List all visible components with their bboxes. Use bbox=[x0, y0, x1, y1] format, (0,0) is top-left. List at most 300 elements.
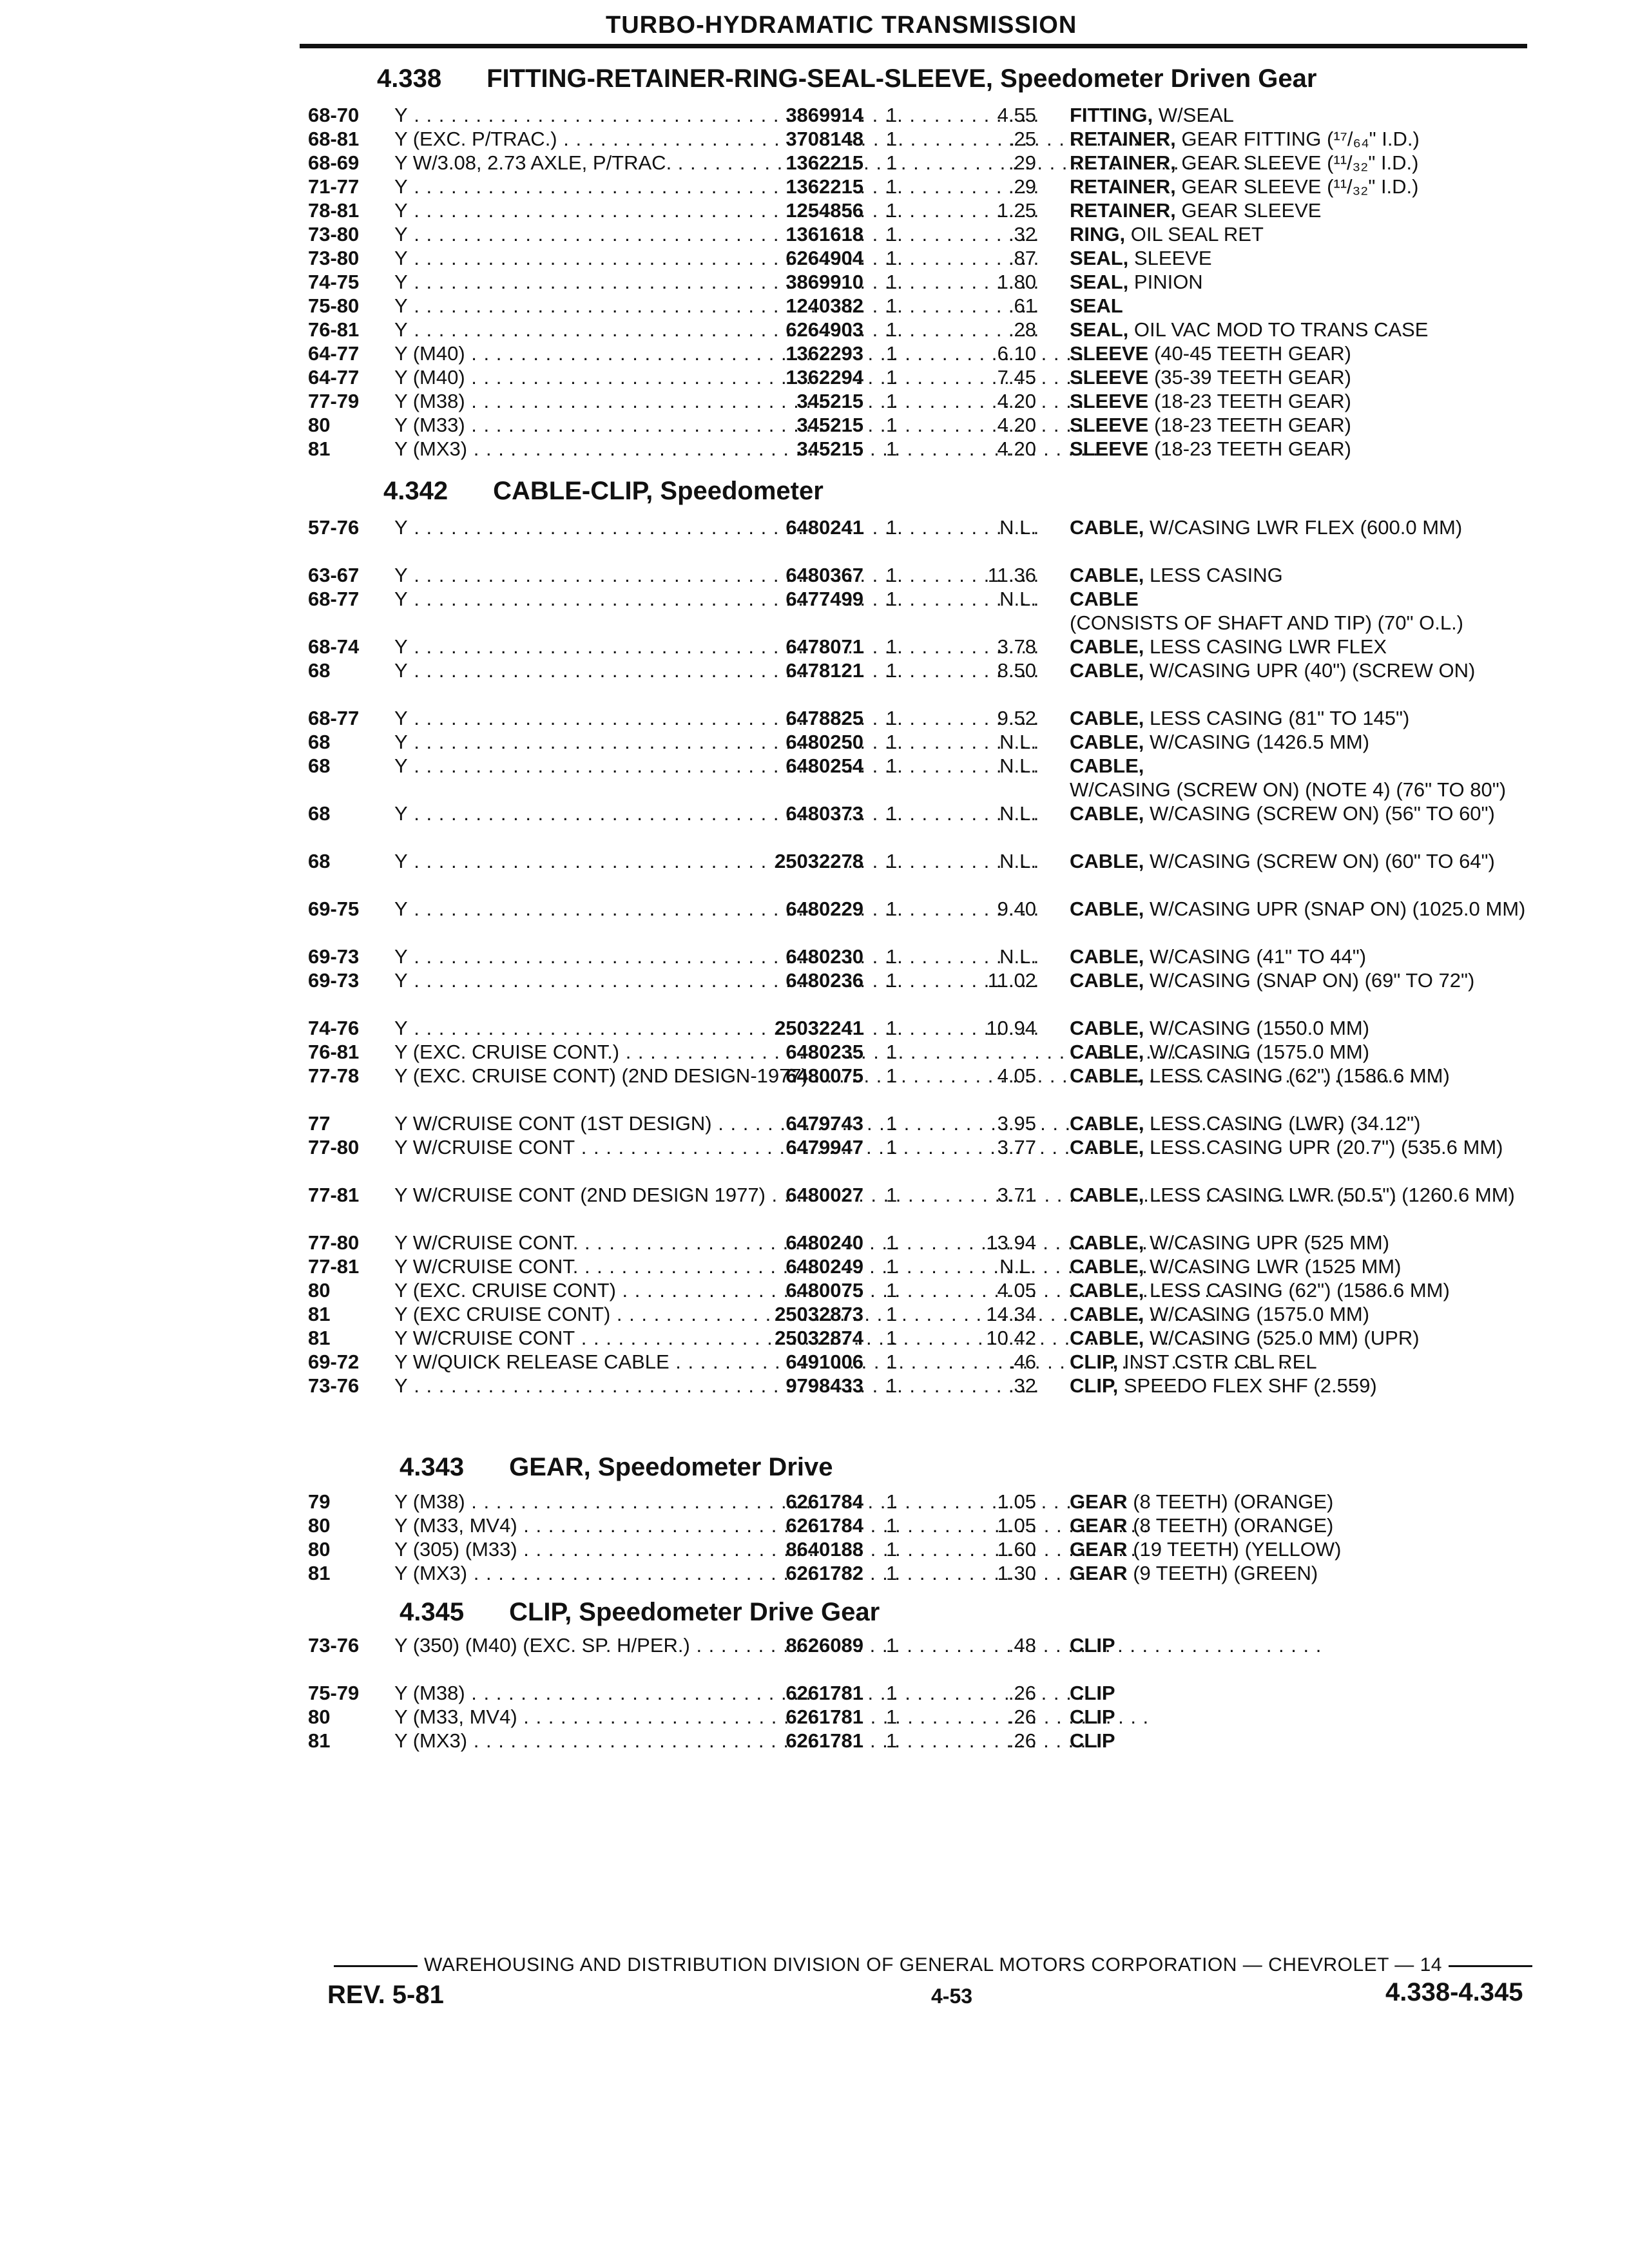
part-name: CABLE, bbox=[1070, 731, 1144, 753]
part-name: CABLE, bbox=[1070, 1231, 1144, 1254]
section-number: 4.343 bbox=[400, 1453, 465, 1481]
quantity: 1 bbox=[886, 1255, 898, 1278]
part-name: SLEEVE bbox=[1070, 390, 1149, 412]
part-description bbox=[1070, 1326, 1534, 1350]
section-number: 4.345 bbox=[400, 1598, 465, 1626]
part-detail: PINION bbox=[1128, 271, 1203, 293]
price: .48 bbox=[1008, 1634, 1036, 1657]
model-years: 64-77 bbox=[308, 366, 360, 389]
application: Y . . . bbox=[394, 945, 749, 968]
part-detail: LESS CASING (LWR) (34.12") bbox=[1144, 1112, 1421, 1135]
part-number: 6480373 bbox=[786, 802, 863, 825]
part-description bbox=[1070, 945, 1534, 968]
revision-label: REV. 5-81 bbox=[327, 1981, 444, 2009]
part-number: 6480230 bbox=[786, 945, 863, 968]
price: 4.20 bbox=[997, 390, 1036, 412]
quantity: 1 bbox=[886, 1706, 898, 1728]
part-name: CABLE, bbox=[1070, 707, 1144, 729]
quantity: 1 bbox=[886, 731, 898, 753]
part-number: 6261781 bbox=[786, 1706, 863, 1728]
part-number: 6480027 bbox=[786, 1184, 863, 1206]
part-number: 6480250 bbox=[786, 731, 863, 753]
application: Y . . . bbox=[394, 706, 749, 730]
part-description bbox=[1070, 222, 1534, 246]
part-number: 6480236 bbox=[786, 969, 863, 992]
part-name: FITTING, bbox=[1070, 104, 1153, 126]
part-name: CABLE bbox=[1070, 588, 1139, 610]
part-name: SLEEVE bbox=[1070, 414, 1149, 436]
quantity: 1 bbox=[886, 1231, 898, 1254]
part-description bbox=[1070, 563, 1534, 587]
part-name: CABLE, bbox=[1070, 1017, 1144, 1039]
price: 10.94 bbox=[986, 1017, 1036, 1039]
application: Y W/CRUISE CONT. . . . bbox=[394, 1231, 749, 1254]
page-number: 4-53 bbox=[931, 1984, 973, 2008]
part-detail: W/CASING UPR (525 MM) bbox=[1144, 1231, 1390, 1254]
application: Y W/CRUISE CONT (1ST DESIGN) . . . bbox=[394, 1111, 749, 1135]
quantity: 1 bbox=[886, 969, 898, 992]
part-name: CABLE, bbox=[1070, 1279, 1144, 1302]
part-detail: W/CASING (SCREW ON) (56" TO 60") bbox=[1144, 802, 1495, 825]
part-detail: W/CASING (1550.0 MM) bbox=[1144, 1017, 1370, 1039]
quantity: 1 bbox=[886, 1350, 898, 1373]
part-number: 6478825 bbox=[786, 707, 863, 729]
quantity: 1 bbox=[886, 945, 898, 968]
quantity: 1 bbox=[886, 898, 898, 920]
quantity: 1 bbox=[886, 437, 898, 460]
part-detail: (18-23 TEETH GEAR) bbox=[1148, 390, 1352, 412]
part-name: SEAL, bbox=[1070, 247, 1129, 269]
part-description bbox=[1070, 1633, 1534, 1657]
part-description bbox=[1070, 151, 1534, 175]
part-name: SLEEVE bbox=[1070, 437, 1149, 460]
price: .32 bbox=[1008, 1374, 1036, 1397]
price: N.L. bbox=[999, 516, 1036, 539]
quantity: 1 bbox=[886, 414, 898, 436]
application: Y . . . bbox=[394, 294, 749, 318]
model-years: 64-77 bbox=[308, 342, 360, 365]
price: 4.05 bbox=[997, 1279, 1036, 1302]
part-name: CLIP bbox=[1070, 1634, 1115, 1657]
price: 3.77 bbox=[997, 1136, 1036, 1158]
part-number: 1362215 bbox=[786, 151, 863, 174]
part-number: 6264903 bbox=[786, 318, 863, 341]
model-years: 77-81 bbox=[308, 1184, 360, 1206]
model-years: 68 bbox=[308, 802, 331, 825]
part-name: CABLE, bbox=[1070, 1041, 1144, 1063]
price: .29 bbox=[1008, 175, 1036, 198]
model-years: 80 bbox=[308, 1279, 331, 1302]
model-years: 81 bbox=[308, 1729, 331, 1752]
part-detail: W/CASING LWR (1525 MM) bbox=[1144, 1255, 1402, 1278]
quantity: 1 bbox=[886, 366, 898, 389]
part-number: 6480240 bbox=[786, 1231, 863, 1254]
part-description bbox=[1070, 413, 1534, 437]
part-number: 345215 bbox=[796, 414, 863, 436]
price: 1.80 bbox=[997, 271, 1036, 293]
model-years: 73-80 bbox=[308, 223, 360, 245]
application: Y W/CRUISE CONT. . . . bbox=[394, 1254, 749, 1278]
part-description bbox=[1070, 515, 1534, 539]
part-description bbox=[1070, 849, 1534, 873]
part-description bbox=[1070, 1350, 1534, 1374]
part-detail: (18-23 TEETH GEAR) bbox=[1148, 414, 1352, 436]
part-detail: GEAR SLEEVE (¹¹/₃₂" I.D.) bbox=[1175, 175, 1419, 198]
application: Y (M33, MV4) . . . bbox=[394, 1705, 749, 1729]
quantity: 1 bbox=[886, 223, 898, 245]
part-detail: OIL VAC MOD TO TRANS CASE bbox=[1128, 318, 1429, 341]
part-number: 6480254 bbox=[786, 754, 863, 777]
application: Y (MX3) . . . bbox=[394, 1561, 749, 1585]
part-number: 25032278 bbox=[775, 850, 863, 872]
part-name: SEAL, bbox=[1070, 271, 1129, 293]
model-years: 78-81 bbox=[308, 199, 360, 222]
model-years: 68-69 bbox=[308, 151, 360, 174]
part-name: CLIP, bbox=[1070, 1350, 1119, 1373]
model-years: 69-72 bbox=[308, 1350, 360, 1373]
application: Y (350) (M40) (EXC. SP. H/PER.) . . . bbox=[394, 1633, 749, 1657]
application: Y W/CRUISE CONT . . . bbox=[394, 1135, 749, 1159]
quantity: 1 bbox=[886, 1562, 898, 1584]
application: Y (EXC. CRUISE CONT.) . . . bbox=[394, 1040, 749, 1064]
quantity: 1 bbox=[886, 175, 898, 198]
part-description bbox=[1070, 1040, 1534, 1064]
model-years: 74-76 bbox=[308, 1017, 360, 1039]
price: 1.05 bbox=[997, 1514, 1036, 1537]
part-description bbox=[1070, 730, 1534, 754]
part-detail: LESS CASING UPR (20.7") (535.6 MM) bbox=[1144, 1136, 1503, 1158]
price: N.L. bbox=[999, 731, 1036, 753]
model-years: 80 bbox=[308, 414, 331, 436]
part-name: SLEEVE bbox=[1070, 342, 1149, 365]
part-detail: W/CASING (1575.0 MM) bbox=[1144, 1303, 1370, 1325]
price: .28 bbox=[1008, 318, 1036, 341]
price: N.L. bbox=[999, 1255, 1036, 1278]
application: Y . . . bbox=[394, 270, 749, 294]
application: Y (M40) . . . bbox=[394, 341, 749, 365]
part-detail: (19 TEETH) (YELLOW) bbox=[1127, 1538, 1342, 1561]
quantity: 1 bbox=[886, 199, 898, 222]
part-number: 1254856 bbox=[786, 199, 863, 222]
application: Y . . . bbox=[394, 246, 749, 270]
part-detail: W/CASING (SCREW ON) (NOTE 4) (76" TO 80") bbox=[1070, 778, 1507, 801]
part-number: 8640188 bbox=[786, 1538, 863, 1561]
application: Y (EXC. CRUISE CONT) . . . bbox=[394, 1278, 749, 1302]
part-description bbox=[1070, 1705, 1534, 1729]
quantity: 1 bbox=[886, 104, 898, 126]
quantity: 1 bbox=[886, 1538, 898, 1561]
footer-line bbox=[327, 1954, 1552, 1976]
model-years: 68-81 bbox=[308, 128, 360, 150]
section-range: 4.338-4.345 bbox=[1385, 1978, 1523, 2006]
section-title: GEAR, Speedometer Drive bbox=[509, 1453, 833, 1481]
model-years: 81 bbox=[308, 1327, 331, 1349]
application: Y (M38) . . . bbox=[394, 1490, 749, 1514]
part-number: 9798433 bbox=[786, 1374, 863, 1397]
application: Y W/3.08, 2.73 AXLE, P/TRAC. . . . bbox=[394, 151, 749, 175]
quantity: 1 bbox=[886, 342, 898, 365]
price: 11.02 bbox=[987, 969, 1036, 992]
part-description bbox=[1070, 587, 1534, 635]
model-years: 68 bbox=[308, 659, 331, 682]
application: Y (M38) . . . bbox=[394, 389, 749, 413]
model-years: 69-75 bbox=[308, 898, 360, 920]
quantity: 1 bbox=[886, 1279, 898, 1302]
quantity: 1 bbox=[886, 1634, 898, 1657]
part-number: 3708148 bbox=[786, 128, 863, 150]
price: .26 bbox=[1008, 1706, 1036, 1728]
part-number: 6479743 bbox=[786, 1112, 863, 1135]
model-years: 68-77 bbox=[308, 588, 360, 610]
price: .87 bbox=[1008, 247, 1036, 269]
model-years: 80 bbox=[308, 1538, 331, 1561]
part-detail: W/CASING (1575.0 MM) bbox=[1144, 1041, 1370, 1063]
part-description bbox=[1070, 1183, 1534, 1207]
application: Y (M40) . . . bbox=[394, 365, 749, 389]
application: Y W/QUICK RELEASE CABLE . . . bbox=[394, 1350, 749, 1374]
price: N.L. bbox=[999, 802, 1036, 825]
price: .29 bbox=[1008, 151, 1036, 174]
price: 3.71 bbox=[997, 1184, 1036, 1206]
price: N.L. bbox=[999, 588, 1036, 610]
section-heading bbox=[377, 64, 1316, 93]
quantity: 1 bbox=[886, 151, 898, 174]
part-detail: W/CASING UPR (40") (SCREW ON) bbox=[1144, 659, 1476, 682]
part-name: RETAINER, bbox=[1070, 175, 1176, 198]
part-number: 25032874 bbox=[775, 1327, 863, 1349]
part-description bbox=[1070, 365, 1534, 389]
part-detail: (8 TEETH) (ORANGE) bbox=[1127, 1490, 1334, 1513]
price: 7.45 bbox=[997, 366, 1036, 389]
part-description bbox=[1070, 1681, 1534, 1705]
model-years: 76-81 bbox=[308, 318, 360, 341]
part-description bbox=[1070, 706, 1534, 730]
model-years: 80 bbox=[308, 1706, 331, 1728]
part-detail: GEAR SLEEVE bbox=[1175, 199, 1322, 222]
part-name: CLIP bbox=[1070, 1729, 1115, 1752]
part-detail: W/CASING UPR (SNAP ON) (1025.0 MM) bbox=[1144, 898, 1526, 920]
header-rule bbox=[300, 44, 1527, 48]
price: 4.05 bbox=[997, 1064, 1036, 1087]
application: Y . . . bbox=[394, 103, 749, 127]
part-number: 3869910 bbox=[786, 271, 863, 293]
footer-text: WAREHOUSING AND DISTRIBUTION DIVISION OF GENERAL MOTORS CORPORATION — CHEVROLET — 14 bbox=[424, 1954, 1442, 1975]
quantity: 1 bbox=[886, 1327, 898, 1349]
price: 14.34 bbox=[986, 1303, 1036, 1325]
part-name: RING, bbox=[1070, 223, 1126, 245]
part-name: CABLE, bbox=[1070, 945, 1144, 968]
part-number: 6480367 bbox=[786, 564, 863, 586]
model-years: 68 bbox=[308, 850, 331, 872]
part-name: CABLE, bbox=[1070, 659, 1144, 682]
part-name: CABLE, bbox=[1070, 635, 1144, 658]
part-detail: LESS CASING bbox=[1144, 564, 1283, 586]
part-detail: W/CASING (SCREW ON) (60" TO 64") bbox=[1144, 850, 1495, 872]
model-years: 74-75 bbox=[308, 271, 360, 293]
price: 4.55 bbox=[997, 104, 1036, 126]
price: 1.30 bbox=[997, 1562, 1036, 1584]
application: Y . . . bbox=[394, 849, 749, 873]
model-years: 69-73 bbox=[308, 969, 360, 992]
part-detail: (9 TEETH) (GREEN) bbox=[1127, 1562, 1318, 1584]
part-name: GEAR bbox=[1070, 1538, 1128, 1561]
part-name: GEAR bbox=[1070, 1514, 1128, 1537]
application: Y (MX3) . . . bbox=[394, 1729, 749, 1753]
part-number: 6261784 bbox=[786, 1514, 863, 1537]
part-number: 6477499 bbox=[786, 588, 863, 610]
part-number: 1362293 bbox=[786, 342, 863, 365]
application: Y . . . bbox=[394, 563, 749, 587]
model-years: 77-78 bbox=[308, 1064, 360, 1087]
part-description bbox=[1070, 246, 1534, 270]
model-years: 77 bbox=[308, 1112, 331, 1135]
quantity: 1 bbox=[886, 247, 898, 269]
part-name: GEAR bbox=[1070, 1562, 1128, 1584]
footer-rule-right bbox=[1449, 1965, 1532, 1967]
application: Y . . . bbox=[394, 968, 749, 992]
model-years: 77-80 bbox=[308, 1231, 360, 1254]
price: 13.94 bbox=[986, 1231, 1036, 1254]
part-name: CLIP bbox=[1070, 1706, 1115, 1728]
quantity: 1 bbox=[886, 1374, 898, 1397]
model-years: 73-76 bbox=[308, 1374, 360, 1397]
quantity: 1 bbox=[886, 564, 898, 586]
part-detail: LESS CASING (62") (1586.6 MM) bbox=[1144, 1279, 1450, 1302]
application: Y . . . bbox=[394, 897, 749, 921]
part-detail: (8 TEETH) (ORANGE) bbox=[1127, 1514, 1334, 1537]
part-name: CABLE, bbox=[1070, 1112, 1144, 1135]
price: 11.36 bbox=[987, 564, 1036, 586]
model-years: 81 bbox=[308, 1303, 331, 1325]
price: 1.25 bbox=[997, 199, 1036, 222]
page-title: TURBO-HYDRAMATIC TRANSMISSION bbox=[606, 12, 1077, 39]
application: Y . . . bbox=[394, 730, 749, 754]
part-detail: INST CSTR CBL REL bbox=[1118, 1350, 1317, 1373]
part-number: 6478071 bbox=[786, 635, 863, 658]
quantity: 1 bbox=[886, 754, 898, 777]
part-name: SEAL, bbox=[1070, 318, 1129, 341]
price: N.L. bbox=[999, 754, 1036, 777]
part-number: 25032241 bbox=[775, 1017, 863, 1039]
section-title: CLIP, Speedometer Drive Gear bbox=[509, 1598, 880, 1626]
part-name: SLEEVE bbox=[1070, 366, 1149, 389]
part-description bbox=[1070, 103, 1534, 127]
part-description bbox=[1070, 635, 1534, 658]
part-description bbox=[1070, 1561, 1534, 1585]
quantity: 1 bbox=[886, 1729, 898, 1752]
quantity: 1 bbox=[886, 1184, 898, 1206]
price: .46 bbox=[1008, 1350, 1036, 1373]
price: 4.20 bbox=[997, 414, 1036, 436]
model-years: 69-73 bbox=[308, 945, 360, 968]
part-description bbox=[1070, 1374, 1534, 1398]
part-number: 6480075 bbox=[786, 1279, 863, 1302]
part-number: 6480229 bbox=[786, 898, 863, 920]
part-description bbox=[1070, 897, 1534, 921]
part-number: 1362215 bbox=[786, 175, 863, 198]
model-years: 76-81 bbox=[308, 1041, 360, 1063]
part-detail: LESS CASING LWR (50.5") (1260.6 MM) bbox=[1144, 1184, 1515, 1206]
price: N.L. bbox=[999, 850, 1036, 872]
model-years: 81 bbox=[308, 437, 331, 460]
part-detail: LESS CASING (81" TO 145") bbox=[1144, 707, 1410, 729]
part-name: CABLE, bbox=[1070, 1136, 1144, 1158]
part-description bbox=[1070, 270, 1534, 294]
part-detail: W/CASING LWR FLEX (600.0 MM) bbox=[1144, 516, 1463, 539]
application: Y . . . bbox=[394, 1016, 749, 1040]
part-number: 345215 bbox=[796, 437, 863, 460]
price: 3.78 bbox=[997, 635, 1036, 658]
part-name: CABLE, bbox=[1070, 1255, 1144, 1278]
model-years: 57-76 bbox=[308, 516, 360, 539]
application: Y . . . bbox=[394, 198, 749, 222]
model-years: 80 bbox=[308, 1514, 331, 1537]
quantity: 1 bbox=[886, 1514, 898, 1537]
part-name: RETAINER, bbox=[1070, 199, 1176, 222]
model-years: 68-70 bbox=[308, 104, 360, 126]
application: Y (M38) . . . bbox=[394, 1681, 749, 1705]
part-detail: W/SEAL bbox=[1153, 104, 1234, 126]
model-years: 68-74 bbox=[308, 635, 360, 658]
part-name: CABLE, bbox=[1070, 564, 1144, 586]
part-description bbox=[1070, 437, 1534, 461]
part-name: CABLE, bbox=[1070, 969, 1144, 992]
part-detail: SPEEDO FLEX SHF (2.559) bbox=[1118, 1374, 1377, 1397]
quantity: 1 bbox=[886, 1064, 898, 1087]
quantity: 1 bbox=[886, 1041, 898, 1063]
application: Y . . . bbox=[394, 515, 749, 539]
application: Y . . . bbox=[394, 222, 749, 246]
part-description bbox=[1070, 658, 1534, 682]
part-name: CABLE, bbox=[1070, 1184, 1144, 1206]
application: Y (EXC CRUISE CONT) . . . bbox=[394, 1302, 749, 1326]
price: 3.95 bbox=[997, 1112, 1036, 1135]
part-number: 1362294 bbox=[786, 366, 863, 389]
part-name: CABLE, bbox=[1070, 1064, 1144, 1087]
part-detail: GEAR FITTING (¹⁷/₆₄" I.D.) bbox=[1175, 128, 1420, 150]
part-name: CABLE, bbox=[1070, 898, 1144, 920]
part-number: 6261781 bbox=[786, 1729, 863, 1752]
part-name: CABLE, bbox=[1070, 850, 1144, 872]
application: Y . . . bbox=[394, 635, 749, 658]
section-title: FITTING-RETAINER-RING-SEAL-SLEEVE, Speedometer Driven Gear bbox=[487, 64, 1317, 93]
part-description bbox=[1070, 1729, 1534, 1753]
quantity: 1 bbox=[886, 1303, 898, 1325]
model-years: 81 bbox=[308, 1562, 331, 1584]
part-name: RETAINER, bbox=[1070, 128, 1176, 150]
price: .32 bbox=[1008, 223, 1036, 245]
application: Y (M33, MV4) . . . bbox=[394, 1514, 749, 1537]
part-detail: W/CASING (1426.5 MM) bbox=[1144, 731, 1370, 753]
part-detail: W/CASING (SNAP ON) (69" TO 72") bbox=[1144, 969, 1475, 992]
application: Y . . . bbox=[394, 754, 749, 778]
part-description bbox=[1070, 754, 1534, 802]
quantity: 1 bbox=[886, 1017, 898, 1039]
part-detail: W/CASING (525.0 MM) (UPR) bbox=[1144, 1327, 1420, 1349]
part-description bbox=[1070, 968, 1534, 992]
part-name: CABLE, bbox=[1070, 516, 1144, 539]
application: Y (M33) . . . bbox=[394, 413, 749, 437]
application: Y W/CRUISE CONT . . . bbox=[394, 1326, 749, 1350]
quantity: 1 bbox=[886, 128, 898, 150]
quantity: 1 bbox=[886, 850, 898, 872]
part-number: 1361618 bbox=[786, 223, 863, 245]
part-number: 6264904 bbox=[786, 247, 863, 269]
part-number: 345215 bbox=[796, 390, 863, 412]
model-years: 73-76 bbox=[308, 1634, 360, 1657]
part-description bbox=[1070, 1537, 1534, 1561]
quantity: 1 bbox=[886, 659, 898, 682]
